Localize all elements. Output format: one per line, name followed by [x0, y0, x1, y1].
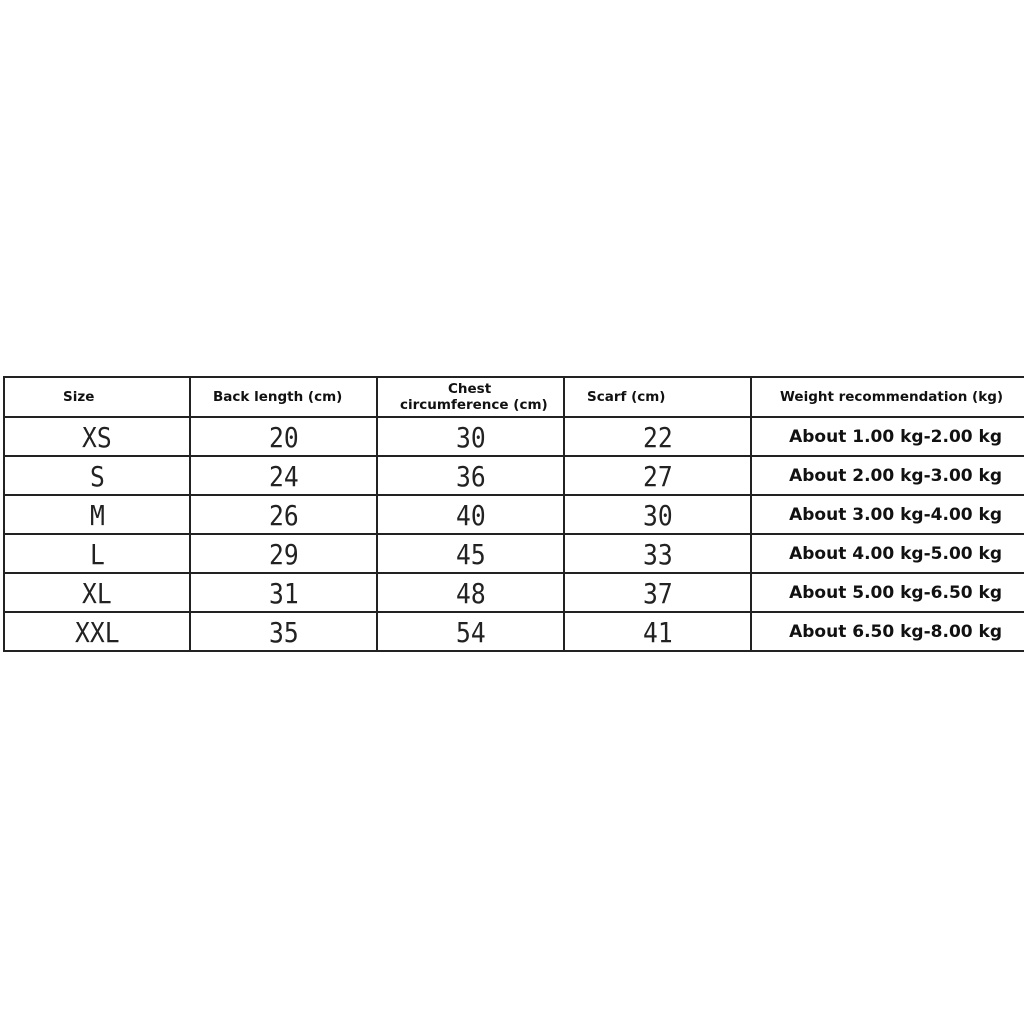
header-back-length: Back length (cm)	[190, 377, 377, 417]
back-length-cell: 31	[190, 573, 377, 612]
table-row	[4, 456, 1024, 495]
header-chest-line1: Chest	[448, 381, 492, 397]
scarf-cell: 27	[564, 456, 751, 495]
chest-cell: 30	[377, 417, 564, 456]
back-length-cell: 35	[190, 612, 377, 651]
size-cell: XL	[4, 573, 190, 612]
back-length-cell: 29	[190, 534, 377, 573]
weight-cell: About 1.00 kg-2.00 kg	[751, 417, 1024, 456]
scarf-cell: 30	[564, 495, 751, 534]
table-row	[4, 612, 1024, 651]
size-cell: XS	[4, 417, 190, 456]
scarf-cell: 37	[564, 573, 751, 612]
weight-cell: About 2.00 kg-3.00 kg	[751, 456, 1024, 495]
header-chest-circumference	[377, 377, 564, 417]
table-row	[4, 417, 1024, 456]
header-weight-recommendation: Weight recommendation (kg)	[751, 377, 1024, 417]
weight-cell: About 5.00 kg-6.50 kg	[751, 573, 1024, 612]
scarf-cell: 22	[564, 417, 751, 456]
header-chest-line2: circumference (cm)	[400, 397, 548, 413]
weight-cell: About 4.00 kg-5.00 kg	[751, 534, 1024, 573]
chest-cell: 36	[377, 456, 564, 495]
header-size: Size	[4, 377, 190, 417]
chest-cell: 54	[377, 612, 564, 651]
chest-cell: 40	[377, 495, 564, 534]
size-cell: M	[4, 495, 190, 534]
table-row	[4, 495, 1024, 534]
chest-cell: 48	[377, 573, 564, 612]
weight-cell: About 6.50 kg-8.00 kg	[751, 612, 1024, 651]
back-length-cell: 20	[190, 417, 377, 456]
table-header-row	[4, 377, 1024, 417]
weight-cell: About 3.00 kg-4.00 kg	[751, 495, 1024, 534]
size-chart-table	[3, 376, 1024, 652]
scarf-cell: 33	[564, 534, 751, 573]
header-scarf: Scarf (cm)	[564, 377, 751, 417]
table-row	[4, 534, 1024, 573]
size-cell: S	[4, 456, 190, 495]
chest-cell: 45	[377, 534, 564, 573]
size-cell: XXL	[4, 612, 190, 651]
table-row	[4, 573, 1024, 612]
back-length-cell: 26	[190, 495, 377, 534]
size-cell: L	[4, 534, 190, 573]
back-length-cell: 24	[190, 456, 377, 495]
scarf-cell: 41	[564, 612, 751, 651]
